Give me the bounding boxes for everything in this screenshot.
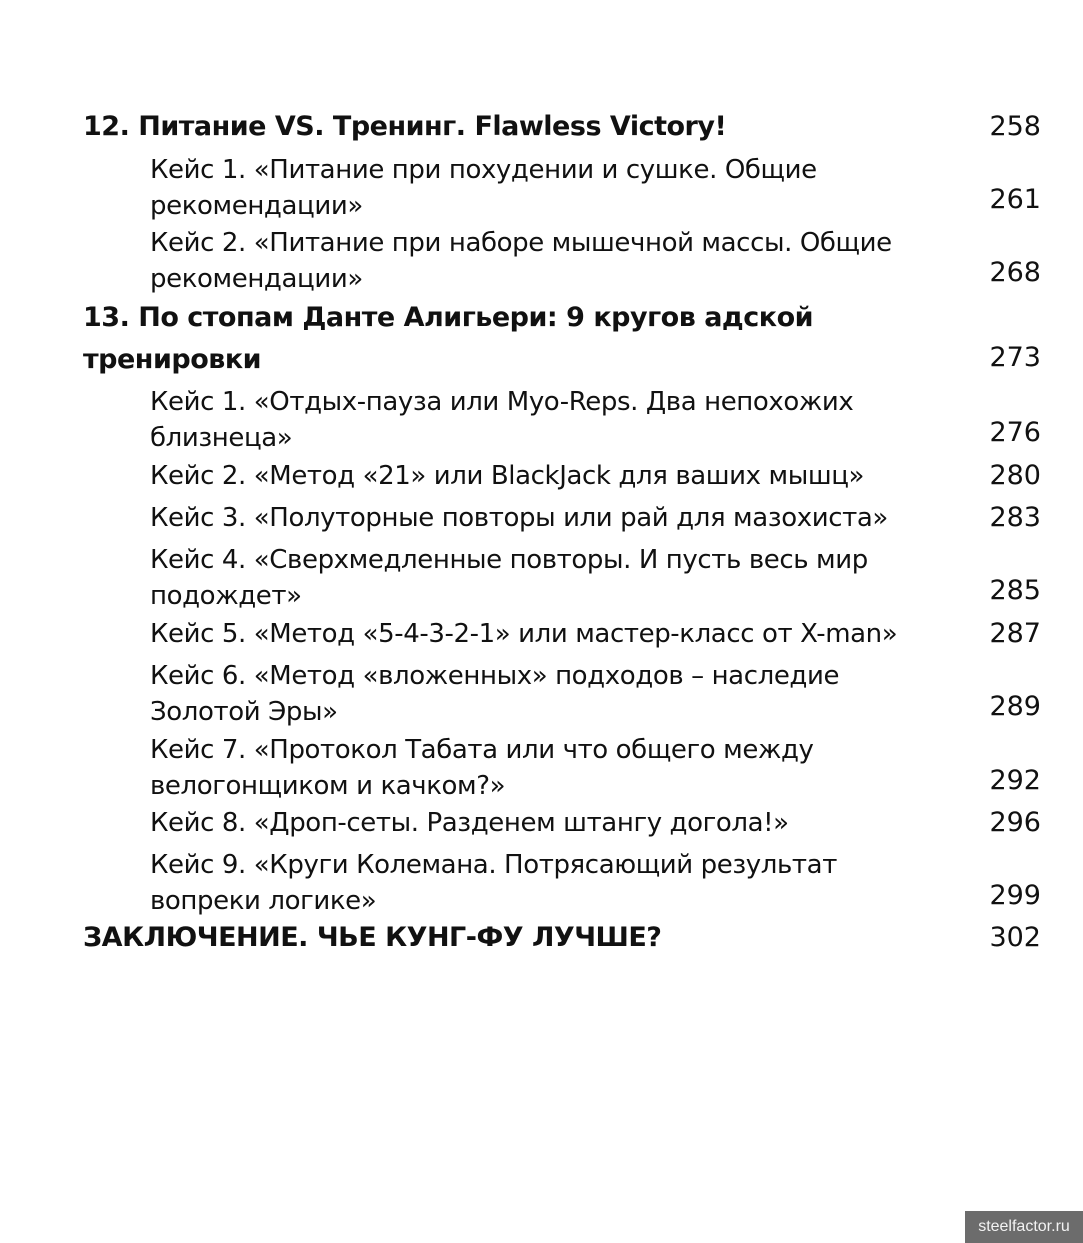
conclusion-title: ЗАКЛЮЧЕНИЕ. ЧЬЕ КУНГ-ФУ ЛУЧШЕ? (83, 922, 662, 953)
ch13-case-5-title (150, 616, 940, 652)
conclusion-page-number: 302 (989, 922, 1041, 953)
ch13-case-3-title-line-1: Кейс 3. «Полуторные повторы или рай для мазохиста» (150, 503, 888, 533)
ch12-case-1-title-line-2: рекомендации» (150, 191, 363, 221)
ch13-case-2-page-number: 280 (989, 460, 1041, 491)
ch13-case-2-title (150, 458, 940, 494)
ch13-case-1-title (150, 384, 940, 456)
ch12-case-2-title-line-1: Кейс 2. «Питание при наборе мышечной массы. Общие (150, 228, 892, 258)
ch13-case-7-title-line-2: велогонщиком и качком?» (150, 771, 506, 801)
ch13-case-6-page-number: 289 (989, 691, 1041, 722)
ch13-case-9-title-line-1: Кейс 9. «Круги Колемана. Потрясающий результат (150, 850, 837, 880)
ch13-case-5-title-line-1: Кейс 5. «Метод «5-4-3-2-1» или мастер-класс от X-man» (150, 619, 898, 649)
ch12-case-1-title-line-1: Кейс 1. «Питание при похудении и сушке. Общие (150, 155, 817, 185)
ch13-case-4-title (150, 542, 940, 614)
ch12-case-2-title-line-2: рекомендации» (150, 264, 363, 294)
ch12-case-1-page-number: 261 (989, 184, 1041, 215)
chapter-13-title (83, 297, 923, 381)
ch13-case-6-title-line-1: Кейс 6. «Метод «вложенных» подходов – наследие (150, 661, 840, 691)
ch13-case-9-title-line-2: вопреки логике» (150, 886, 377, 916)
ch13-case-4-title-line-2: подождет» (150, 581, 302, 611)
ch13-case-7-title-line-1: Кейс 7. «Протокол Табата или что общего между (150, 735, 814, 765)
ch13-case-2-title-line-1: Кейс 2. «Метод «21» или BlackJack для ваших мышц» (150, 461, 865, 491)
ch13-case-3-title (150, 500, 940, 536)
chapter-13-title-line-2: тренировки (83, 344, 262, 375)
ch13-case-3-page-number: 283 (989, 502, 1041, 533)
ch12-case-1-title (150, 152, 940, 224)
chapter-13-page-number: 273 (989, 342, 1041, 373)
ch13-case-1-page-number: 276 (989, 417, 1041, 448)
ch13-case-1-title-line-2: близнеца» (150, 423, 293, 453)
ch13-case-9-title (150, 847, 940, 919)
ch13-case-8-title (150, 805, 940, 841)
ch13-case-7-page-number: 292 (989, 765, 1041, 796)
ch12-case-2-title (150, 225, 940, 297)
ch13-case-4-title-line-1: Кейс 4. «Сверхмедленные повторы. И пусть весь мир (150, 545, 868, 575)
ch13-case-7-title (150, 732, 940, 804)
ch13-case-6-title (150, 658, 940, 730)
ch13-case-8-page-number: 296 (989, 807, 1041, 838)
ch13-case-9-page-number: 299 (989, 880, 1041, 911)
chapter-12-title: 12. Питание VS. Тренинг. Flawless Victory! (83, 111, 727, 142)
site-watermark: steelfactor.ru (965, 1211, 1083, 1243)
ch13-case-5-page-number: 287 (989, 618, 1041, 649)
ch12-case-2-page-number: 268 (989, 257, 1041, 288)
chapter-13-title-line-1: 13. По стопам Данте Алигьери: 9 кругов адской (83, 302, 814, 333)
ch13-case-8-title-line-1: Кейс 8. «Дроп-сеты. Разденем штангу догола!» (150, 808, 789, 838)
ch13-case-4-page-number: 285 (989, 575, 1041, 606)
ch13-case-1-title-line-1: Кейс 1. «Отдых-пауза или Myo-Reps. Два непохожих (150, 387, 854, 417)
ch13-case-6-title-line-2: Золотой Эры» (150, 697, 338, 727)
chapter-12-page-number: 258 (989, 111, 1041, 142)
